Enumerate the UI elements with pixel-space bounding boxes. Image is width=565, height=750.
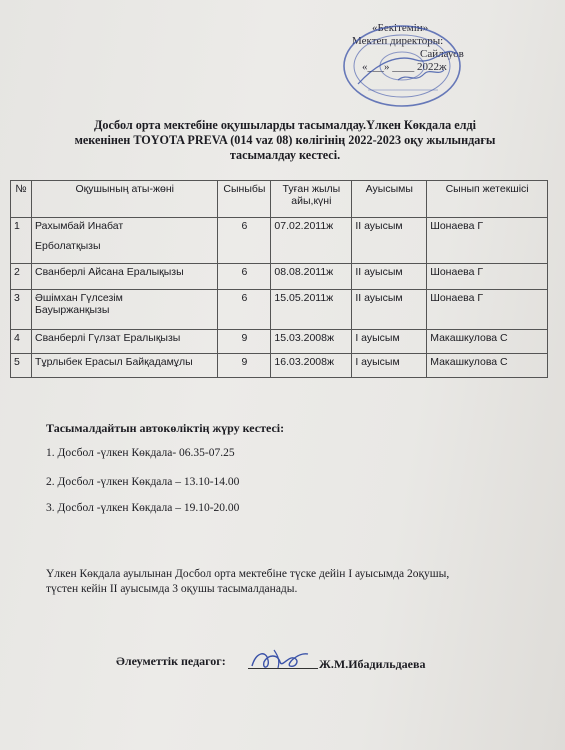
cell-shift: I ауысым [352, 354, 427, 378]
table-row [11, 218, 548, 264]
cell-birth: 07.02.2011ж [271, 218, 352, 264]
cell-name: Сванберлі Айсана Ералықызы [31, 264, 217, 290]
cell-class: 9 [218, 354, 271, 378]
cell-teacher: Шонаева Г [427, 264, 548, 290]
cell-name: Сванберлі Гүлзат Ералықызы [31, 330, 217, 354]
name-line-2: Бауыржанқызы [34, 304, 110, 316]
cell-shift: I ауысым [352, 330, 427, 354]
cell-shift: II ауысым [352, 218, 427, 264]
signature-name: Ж.М.Ибадильдаева [319, 657, 426, 671]
signature-role: Әлеуметтік педагог: [116, 654, 226, 668]
cell-class: 6 [218, 218, 271, 264]
name-line: Әшімхан Гүлсезім [34, 292, 123, 304]
cell-class: 9 [218, 330, 271, 354]
cell-num: 4 [11, 330, 32, 354]
table-row [11, 330, 548, 354]
cell-teacher: Шонаева Г [427, 290, 548, 330]
table-row [11, 354, 548, 378]
cell-teacher: Шонаева Г [427, 218, 548, 264]
cell-shift: II ауысым [352, 264, 427, 290]
header-name: Оқушының аты-жөні [31, 181, 217, 218]
cell-num: 5 [11, 354, 32, 378]
cell-name [31, 290, 217, 330]
approval-line-3: Сайлауов [420, 48, 464, 60]
cell-birth: 16.03.2008ж [271, 354, 352, 378]
cell-teacher: Макашкулова С [427, 330, 548, 354]
note-line-1: Үлкен Көкдала ауылынан Досбол орта мектебіне түске дейін I ауысымда 2оқушы, [46, 568, 450, 580]
transport-note [46, 567, 526, 597]
students-table [10, 180, 548, 378]
name-line: Рахымбай Инабат [34, 220, 124, 232]
schedule-item-2: 2. Досбол -үлкен Көкдала – 13.10-14.00 [46, 476, 240, 488]
table-row [11, 290, 548, 330]
header-num: № [11, 181, 32, 218]
name-line-2: Ерболатқызы [34, 240, 101, 252]
cell-shift: II ауысым [352, 290, 427, 330]
header-class: Сыныбы [218, 181, 271, 218]
document-title [40, 118, 530, 163]
cell-birth: 15.05.2011ж [271, 290, 352, 330]
cell-class: 6 [218, 290, 271, 330]
note-line-2: түстен кейін II ауысымда 3 оқушы тасымалданады. [46, 583, 298, 595]
cell-teacher: Макашкулова С [427, 354, 548, 378]
cell-num: 1 [11, 218, 32, 264]
title-line-1: Досбол орта мектебіне оқушыларды тасымалдау.Үлкен Көкдала елді [93, 118, 477, 132]
table-header-row [11, 181, 548, 218]
cell-num: 3 [11, 290, 32, 330]
table-row [11, 264, 548, 290]
cell-birth: 15.03.2008ж [271, 330, 352, 354]
title-line-2: мекенінен TOYOTA PREVA (014 vaz 08) көлігінің 2022-2023 оқу жылындағы [74, 133, 496, 147]
schedule-item-1: 1. Досбол -үлкен Көкдала- 06.35-07.25 [46, 447, 235, 459]
approval-line-1: «Бекітемін» [372, 22, 429, 34]
handwritten-signature-icon [244, 646, 316, 676]
approval-line-4: «___» ____ 2022ж [362, 61, 447, 73]
header-teacher: Сынып жетекшісі [427, 181, 548, 218]
school-stamp-icon [338, 14, 468, 114]
schedule-item-3: 3. Досбол -үлкен Көкдала – 19.10-20.00 [46, 502, 240, 514]
cell-name: Тұрлыбек Ерасыл Байқадамұлы [31, 354, 217, 378]
cell-class: 6 [218, 264, 271, 290]
cell-birth: 08.08.2011ж [271, 264, 352, 290]
cell-num: 2 [11, 264, 32, 290]
title-line-3: тасымалдау кестесі. [229, 148, 341, 162]
cell-name [31, 218, 217, 264]
header-shift: Ауысымы [352, 181, 427, 218]
schedule-title: Тасымалдайтын автокөліктің жүру кестесі: [46, 421, 285, 435]
header-birth: Туған жылы айы,күні [271, 181, 352, 218]
approval-line-2: Мектеп директоры: [352, 35, 444, 47]
